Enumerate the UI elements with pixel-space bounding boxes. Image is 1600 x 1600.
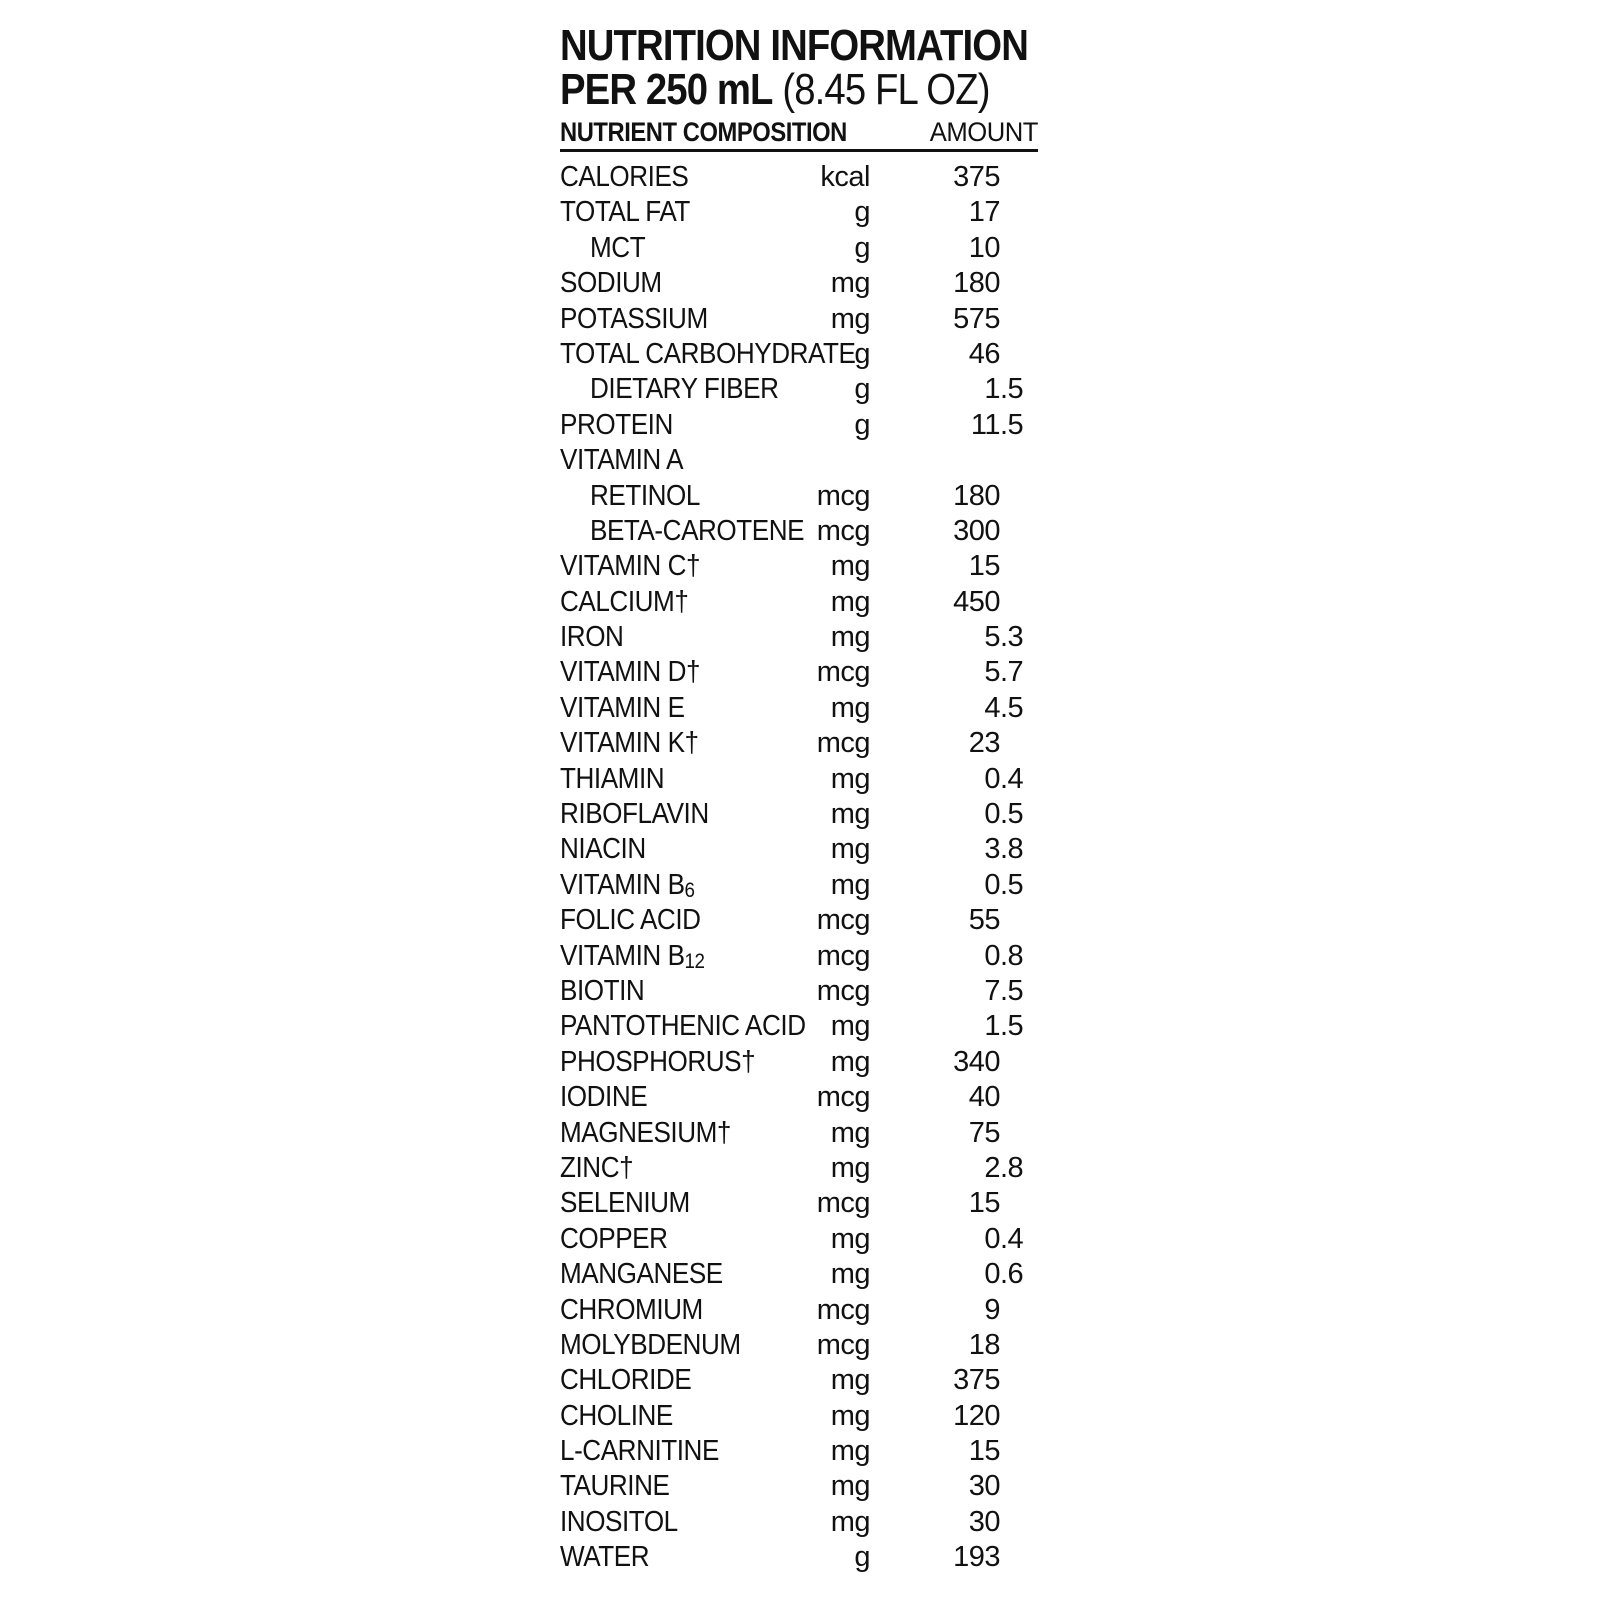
nutrient-amount: 0 [984,798,1000,831]
nutrient-row [560,655,1038,690]
nutrient-row [560,1469,1038,1504]
nutrient-row [560,1080,1038,1115]
nutrient-unit: mg [830,585,870,618]
nutrient-row [560,1045,1038,1080]
nutrient-name: DIETARY FIBER [590,373,779,406]
nutrient-unit: mg [830,621,870,654]
nutrient-row [560,762,1038,797]
header-divider-rule [560,149,1038,152]
nutrient-amount: 23 [968,727,1000,760]
nutrient-unit: mg [830,691,870,724]
nutrient-amount-fraction: .3 [1000,621,1024,654]
nutrient-row [560,1116,1038,1151]
nutrient-amount: 18 [968,1328,1000,1361]
nutrient-amount: 15 [968,1435,1000,1468]
nutrient-name: INOSITOL [560,1505,678,1538]
nutrient-unit: mcg [816,974,870,1007]
nutrient-unit: mcg [816,479,870,512]
nutrient-unit: mg [830,1505,870,1538]
nutrient-amount: 180 [953,267,1000,300]
nutrient-amount-fraction: .5 [1000,974,1024,1007]
nutrient-row [560,832,1038,867]
nutrient-amount: 1 [984,373,1000,406]
nutrient-name-subscript: 12 [684,949,705,973]
serving-size-bold: PER 250 mL [560,65,773,114]
nutrient-amount-fraction: .6 [1000,1258,1024,1291]
nutrient-name: VITAMIN C† [560,550,701,583]
nutrient-unit: mg [830,1116,870,1149]
nutrient-amount-fraction: .7 [1000,656,1024,689]
nutrient-name: IODINE [560,1081,648,1114]
nutrient-unit: g [854,231,870,264]
nutrient-table [560,160,1038,1576]
nutrient-amount-fraction: .8 [1000,939,1024,972]
nutrient-unit: mg [830,762,870,795]
nutrient-name: L-CARNITINE [560,1435,719,1468]
nutrient-row [560,868,1038,903]
nutrient-unit: mg [830,1045,870,1078]
nutrient-unit: mcg [816,904,870,937]
nutrient-unit: mg [830,798,870,831]
nutrient-unit: mg [830,1435,870,1468]
nutrient-row [560,231,1038,266]
nutrient-unit: mg [830,1364,870,1397]
nutrient-row [560,1009,1038,1044]
nutrient-row [560,1363,1038,1398]
nutrient-name: THIAMIN [560,762,665,795]
nutrient-name: POTASSIUM [560,302,708,335]
nutrient-unit: mcg [816,939,870,972]
nutrient-unit: g [854,337,870,370]
nutrient-row [560,1505,1038,1540]
nutrient-amount: 2 [984,1151,1000,1184]
nutrient-row [560,1540,1038,1575]
nutrient-name: TAURINE [560,1470,670,1503]
nutrient-amount: 450 [953,585,1000,618]
nutrient-name: RIBOFLAVIN [560,798,709,831]
nutrient-amount: 575 [953,302,1000,335]
nutrient-amount: 46 [968,337,1000,370]
nutrient-amount: 15 [968,1187,1000,1220]
nutrient-row [560,726,1038,761]
nutrient-unit: mg [830,1010,870,1043]
page-title: NUTRITION INFORMATION [560,21,1028,70]
serving-size-note: (8.45 FL OZ) [772,65,990,114]
nutrient-row [560,1257,1038,1292]
column-header-amount: AMOUNT [929,117,1038,147]
nutrient-unit: mcg [816,1328,870,1361]
nutrient-name: VITAMIN A [560,444,684,477]
nutrient-unit: mg [830,1258,870,1291]
nutrient-amount-fraction: .4 [1000,762,1024,795]
nutrient-amount: 15 [968,550,1000,583]
nutrient-amount: 55 [968,904,1000,937]
nutrient-unit: mg [830,1151,870,1184]
nutrient-amount: 0 [984,868,1000,901]
nutrient-amount: 1 [984,1010,1000,1043]
nutrient-name: MANGANESE [560,1258,723,1291]
nutrient-row [560,974,1038,1009]
nutrient-row [560,1222,1038,1257]
nutrient-amount: 9 [984,1293,1000,1326]
nutrient-amount: 180 [953,479,1000,512]
nutrient-name: VITAMIN E [560,691,685,724]
nutrient-unit: g [854,373,870,406]
nutrient-unit: mcg [816,1293,870,1326]
nutrient-amount-fraction: .4 [1000,1222,1024,1255]
nutrient-name: WATER [560,1541,650,1574]
nutrient-name-subscript: 6 [684,878,695,902]
nutrient-amount: 30 [968,1470,1000,1503]
nutrient-amount: 5 [984,656,1000,689]
nutrient-amount: 30 [968,1505,1000,1538]
nutrient-name: CALORIES [560,161,689,193]
nutrient-row [560,372,1038,407]
nutrient-amount: 7 [984,974,1000,1007]
nutrient-name: PROTEIN [560,408,673,441]
nutrient-name: IRON [560,621,624,654]
nutrient-name: ZINC† [560,1151,634,1184]
nutrient-name: VITAMIN B6 [560,868,695,902]
serving-size-line [560,65,990,114]
nutrient-row [560,691,1038,726]
nutrient-row [560,939,1038,974]
nutrient-name: MAGNESIUM† [560,1116,731,1149]
nutrient-unit: kcal [820,161,870,193]
nutrient-row [560,1328,1038,1363]
nutrient-unit: mg [830,868,870,901]
nutrient-name: MCT [590,231,646,264]
nutrient-row [560,337,1038,372]
nutrient-name: COPPER [560,1222,668,1255]
nutrient-row [560,1151,1038,1186]
column-header-nutrient: NUTRIENT COMPOSITION [560,117,847,147]
nutrient-unit: g [854,196,870,229]
nutrient-amount: 0 [984,1258,1000,1291]
nutrient-amount: 0 [984,1222,1000,1255]
nutrient-name: VITAMIN K† [560,727,699,760]
nutrient-row [560,549,1038,584]
nutrient-unit: mcg [816,1081,870,1114]
nutrient-row [560,514,1038,549]
nutrient-name: SELENIUM [560,1187,690,1220]
nutrient-row [560,408,1038,443]
nutrient-unit: g [854,1541,870,1574]
nutrient-amount-fraction: .5 [1000,408,1024,441]
nutrient-unit: mg [830,833,870,866]
nutrient-unit: mg [830,1399,870,1432]
nutrient-amount: 340 [953,1045,1000,1078]
nutrient-name: TOTAL CARBOHYDRATE [560,337,856,370]
nutrient-row [560,797,1038,832]
nutrient-row [560,443,1038,478]
nutrient-row [560,620,1038,655]
nutrient-amount: 11 [970,408,1000,441]
nutrient-row [560,585,1038,620]
nutrient-row [560,1186,1038,1221]
nutrient-name: CHOLINE [560,1399,673,1432]
nutrient-name: FOLIC ACID [560,904,701,937]
nutrient-amount: 3 [984,833,1000,866]
nutrient-unit: mcg [816,1187,870,1220]
nutrient-unit: mcg [816,727,870,760]
nutrient-amount: 4 [984,691,1000,724]
nutrient-amount: 40 [968,1081,1000,1114]
nutrient-row [560,266,1038,301]
nutrient-name: TOTAL FAT [560,196,690,229]
nutrient-unit: mg [830,550,870,583]
nutrient-unit: mcg [816,514,870,547]
nutrient-amount: 193 [953,1541,1000,1574]
nutrient-amount: 0 [984,939,1000,972]
nutrient-row [560,479,1038,514]
nutrient-name: PANTOTHENIC ACID [560,1010,806,1043]
nutrient-amount: 120 [953,1399,1000,1432]
nutrient-amount-fraction: .8 [1000,1151,1024,1184]
nutrient-name: CHROMIUM [560,1293,703,1326]
nutrient-name: NIACIN [560,833,646,866]
nutrient-unit: mg [830,267,870,300]
nutrient-name: CHLORIDE [560,1364,692,1397]
nutrient-unit: mg [830,1470,870,1503]
nutrient-row [560,1293,1038,1328]
nutrient-amount-fraction: .8 [1000,833,1024,866]
nutrient-amount: 10 [968,231,1000,264]
nutrient-name: BIOTIN [560,974,645,1007]
nutrient-amount: 375 [953,1364,1000,1397]
nutrient-row [560,1399,1038,1434]
nutrient-name: PHOSPHORUS† [560,1045,756,1078]
nutrient-name: MOLYBDENUM [560,1328,741,1361]
nutrient-amount-fraction: .5 [1000,868,1024,901]
nutrient-unit: mcg [816,656,870,689]
nutrient-unit: mg [830,302,870,335]
nutrient-row [560,195,1038,230]
nutrient-unit: mg [830,1222,870,1255]
nutrient-name: RETINOL [590,479,700,512]
nutrient-amount-fraction: .5 [1000,691,1024,724]
nutrient-name: CALCIUM† [560,585,689,618]
nutrient-amount: 375 [953,161,1000,193]
nutrient-amount-fraction: .5 [1000,373,1024,406]
column-header-row [560,114,1038,146]
nutrient-name: BETA-CAROTENE [590,514,805,547]
nutrient-row [560,160,1038,195]
nutrient-amount: 0 [984,762,1000,795]
nutrient-row [560,903,1038,938]
nutrient-amount: 5 [984,621,1000,654]
nutrient-row [560,302,1038,337]
nutrient-unit: g [854,408,870,441]
nutrition-panel [560,0,1038,1600]
nutrient-amount: 17 [968,196,1000,229]
nutrient-amount: 75 [968,1116,1000,1149]
nutrient-amount-fraction: .5 [1000,1010,1024,1043]
nutrient-name: SODIUM [560,267,662,300]
nutrient-name: VITAMIN D† [560,656,701,689]
nutrient-name: VITAMIN B12 [560,939,705,973]
nutrient-amount-fraction: .5 [1000,798,1024,831]
nutrient-row [560,1434,1038,1469]
nutrient-amount: 300 [953,514,1000,547]
